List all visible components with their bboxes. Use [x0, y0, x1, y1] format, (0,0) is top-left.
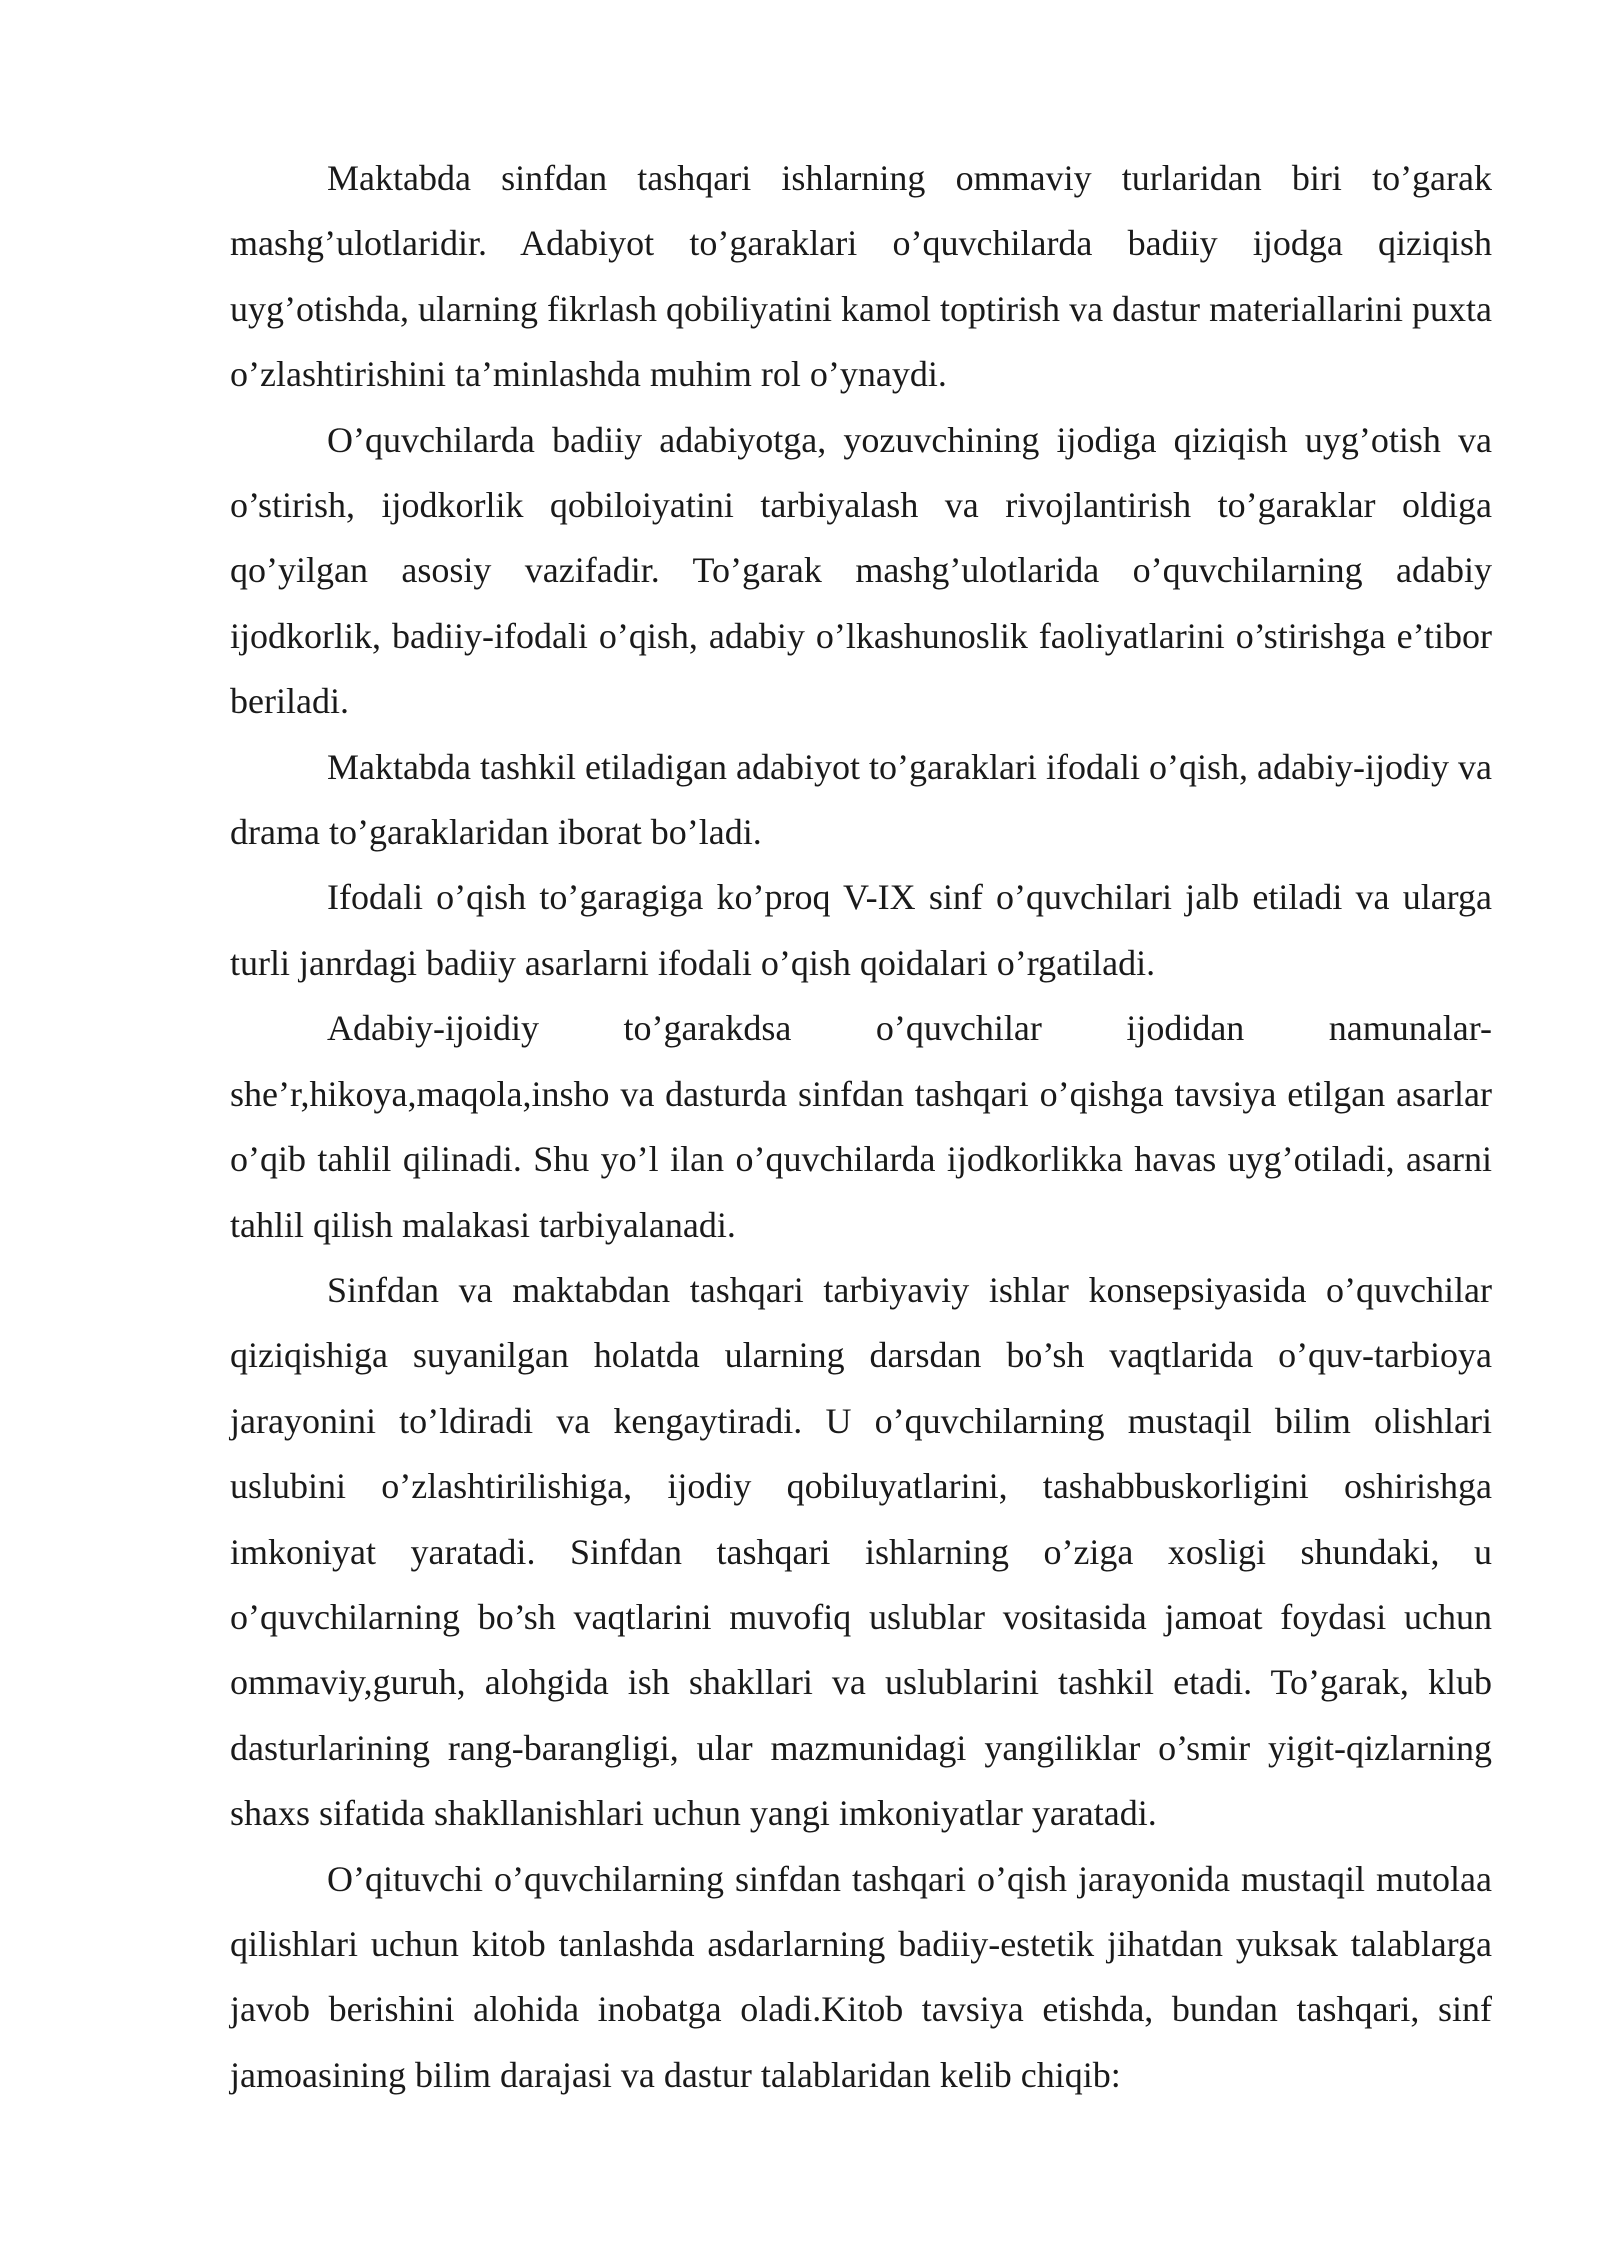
document-body — [230, 146, 1492, 2108]
paragraph-2: O’quvchilarda badiiy adabiyotga, yozuvchining ijodiga qiziqish uyg’otish va o’stirish, ijodkorlik qobiloiyatini tarbiyalash va rivojlantirish to’garaklar oldiga qo’yilgan asosiy vazifadir. To’garak mashg’ulotlarida o’quvchilarning adabiy ijodkorlik, badiiy-ifodali o’qish, adabiy o’lkashunoslik faoliyatlarini o’stirishga e’tibor beriladi. — [230, 419, 1492, 722]
paragraph-1: Maktabda sinfdan tashqari ishlarning ommaviy turlaridan biri to’garak mashg’ulotlaridir. Adabiyot to’garaklari o’quvchilarda badiiy ijodga qiziqish uyg’otishda, ularning fikrlash qobiliyatini kamol toptirish va dastur materiallarini puxta o’zlashtirishini ta’minlashda muhim rol o’ynaydi. — [230, 158, 1492, 395]
paragraph-4: Ifodali o’qish to’garagiga ko’proq V-IX sinf o’quvchilari jalb etiladi va ularga turli janrdagi badiiy asarlarni ifodali o’qish qoidalari o’rgatiladi. — [230, 877, 1492, 983]
paragraph-6: Sinfdan va maktabdan tashqari tarbiyaviy ishlar konsepsiyasida o’quvchilar qiziqishiga suyanilgan holatda ularning darsdan bo’sh vaqtlarida o’quv-tarbioya jarayonini to’ldiradi va kengaytiradi. U o’quvchilarning mustaqil bilim olishlari uslubini o’zlashtirilishiga, ijodiy qobiluyatlarini, tashabbuskorligini oshirishga imkoniyat yaratadi. Sinfdan tashqari ishlarning o’ziga xosligi shundaki, u o’quvchilarning bo’sh vaqtlarini muvofiq uslublar vositasida jamoat foydasi uchun ommaviy,guruh, alohgida ish shakllari va uslublarini tashkil etadi. To’garak, klub dasturlarining rang-barangligi, ular mazmunidagi yangiliklar o’smir yigit-qizlarning shaxs sifatida shakllanishlari uchun yangi imkoniyatlar yaratadi. — [230, 1269, 1492, 1834]
paragraph-5: Adabiy-ijoidiy to’garakdsa o’quvchilar ijodidan namunalar-she’r,hikoya,maqola,insho va dasturda sinfdan tashqari o’qishga tavsiya etilgan asarlar o’qib tahlil qilinadi. Shu yo’l ilan o’quvchilarda ijodkorlikka havas uyg’otiladi, asarni tahlil qilish malakasi tarbiyalanadi. — [230, 1008, 1492, 1245]
paragraph-7: O’qituvchi o’quvchilarning sinfdan tashqari o’qish jarayonida mustaqil mutolaa qilishlari uchun kitob tanlashda asdarlarning badiiy-estetik jihatdan yuksak talablarga javob berishini alohida inobatga oladi.Kitob tavsiya etishda, bundan tashqari, sinf jamoasining bilim darajasi va dastur talablaridan kelib chiqib: — [230, 1858, 1492, 2095]
paragraph-3: Maktabda tashkil etiladigan adabiyot to’garaklari ifodali o’qish, adabiy-ijodiy va drama to’garaklaridan iborat bo’ladi. — [230, 746, 1492, 853]
